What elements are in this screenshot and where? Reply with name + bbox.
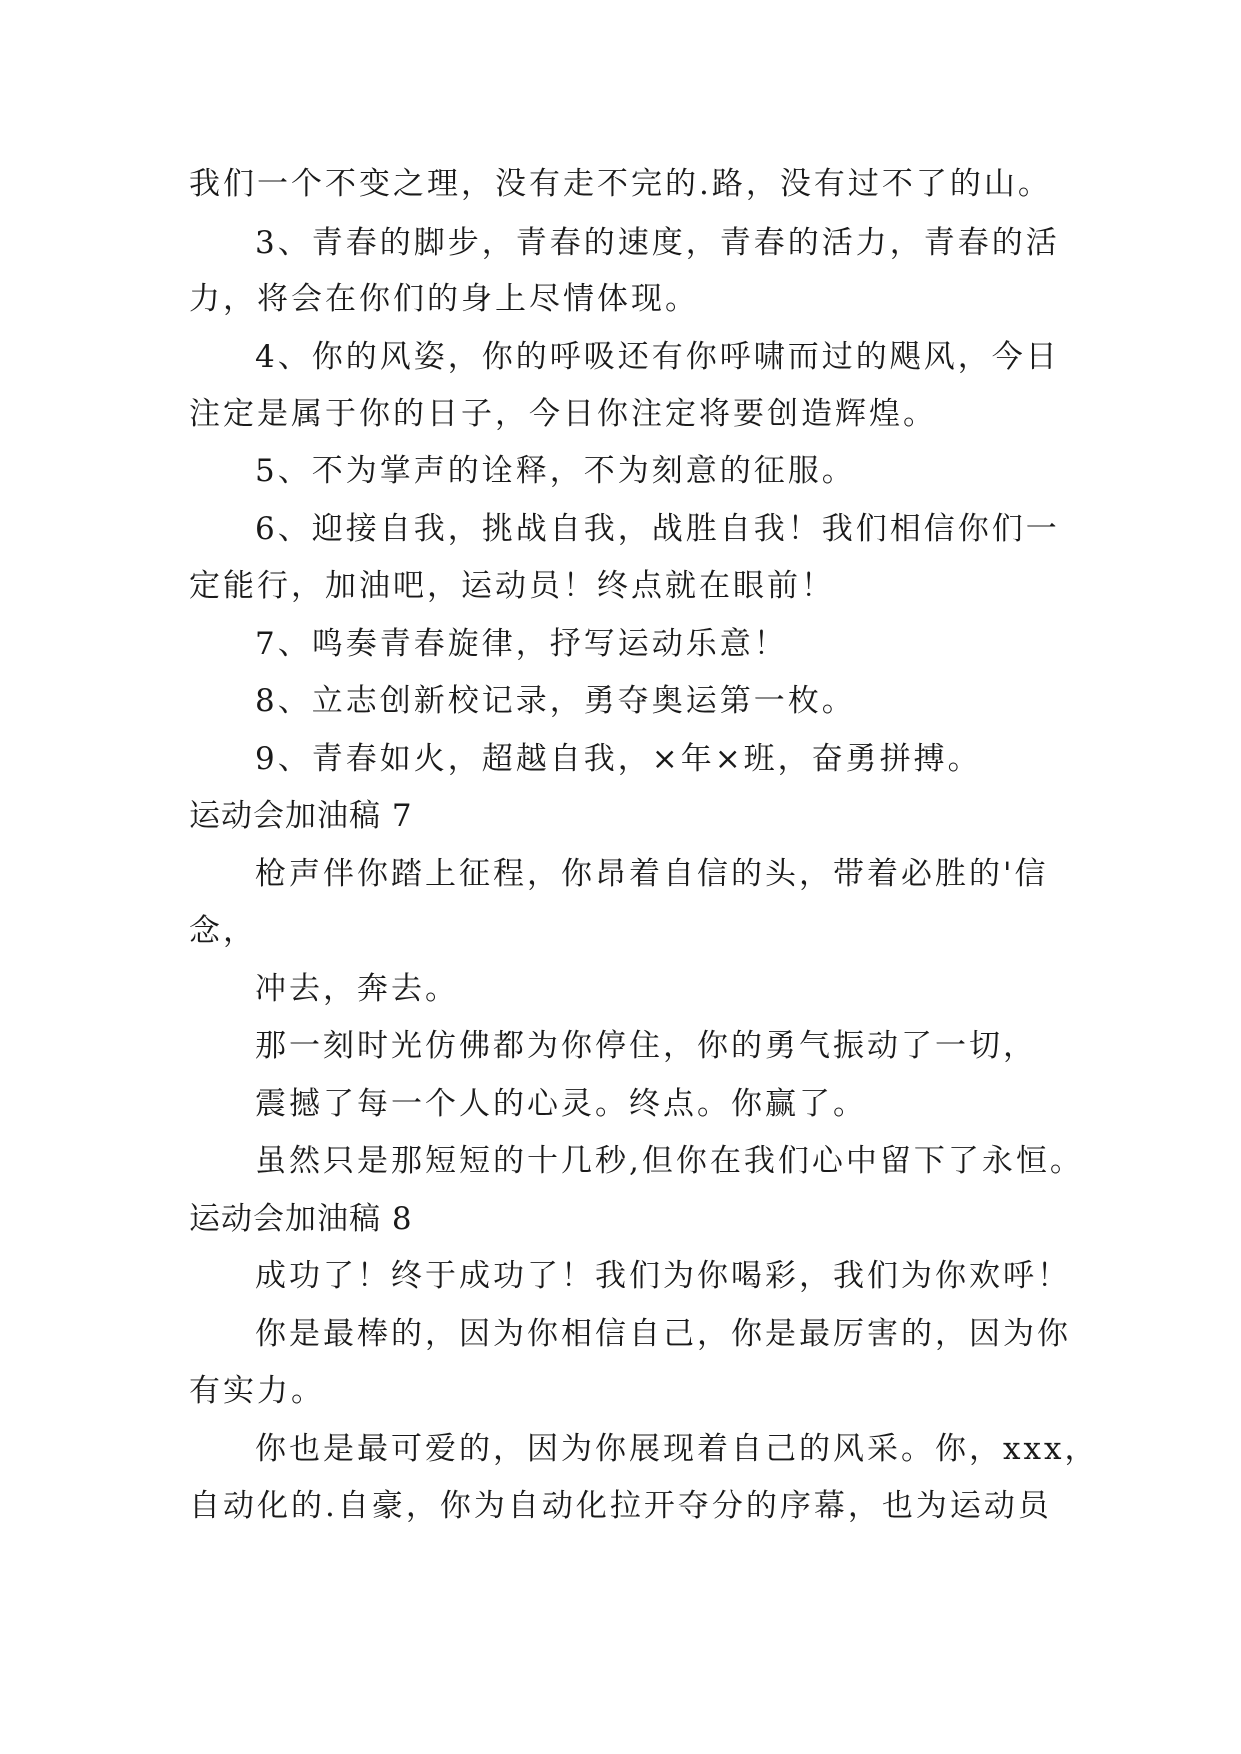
text-line: 9、青春如火，超越自我，×年×班，奋勇拼搏。 [255, 741, 982, 777]
section-heading: 运动会加油稿 8 [189, 1201, 413, 1237]
text-line: 6、迎接自我，挑战自我，战胜自我！我们相信你们一 [255, 511, 1060, 547]
text-line: 3、青春的脚步，青春的速度，青春的活力，青春的活 [255, 225, 1060, 261]
text-line: 我们一个不变之理，没有走不完的.路，没有过不了的山。 [189, 166, 1052, 202]
text-line: 有实力。 [189, 1373, 325, 1409]
text-line: 8、立志创新校记录，勇夺奥运第一枚。 [255, 683, 856, 719]
text-line: 你是最棒的，因为你相信自己，你是最厉害的，因为你 [255, 1316, 1071, 1352]
text-line: 你也是最可爱的，因为你展现着自己的风采。你，xxx， [255, 1431, 1099, 1467]
text-line: 虽然只是那短短的十几秒,但你在我们心中留下了永恒。 [255, 1143, 1084, 1179]
text-line: 冲去，奔去。 [255, 971, 459, 1007]
text-line: 震撼了每一个人的心灵。终点。你赢了。 [255, 1086, 867, 1122]
text-line: 念， [189, 913, 257, 949]
text-line: 4、你的风姿，你的呼吸还有你呼啸而过的飓风，今日 [255, 339, 1060, 375]
text-line: 枪声伴你踏上征程，你昂着自信的头，带着必胜的'信 [255, 856, 1049, 892]
text-line: 定能行，加油吧，运动员！终点就在眼前！ [189, 568, 835, 604]
text-line: 注定是属于你的日子，今日你注定将要创造辉煌。 [189, 396, 937, 432]
text-line: 自动化的.自豪，你为自动化拉开夺分的序幕，也为运动员 [189, 1488, 1052, 1524]
text-line: 力，将会在你们的身上尽情体现。 [189, 281, 699, 317]
section-heading: 运动会加油稿 7 [189, 798, 413, 834]
text-line: 那一刻时光仿佛都为你停住，你的勇气振动了一切， [255, 1028, 1037, 1064]
text-line: 5、不为掌声的诠释，不为刻意的征服。 [255, 453, 856, 489]
text-line: 成功了！终于成功了！我们为你喝彩，我们为你欢呼！ [255, 1258, 1071, 1294]
text-line: 7、鸣奏青春旋律，抒写运动乐意！ [255, 626, 788, 662]
